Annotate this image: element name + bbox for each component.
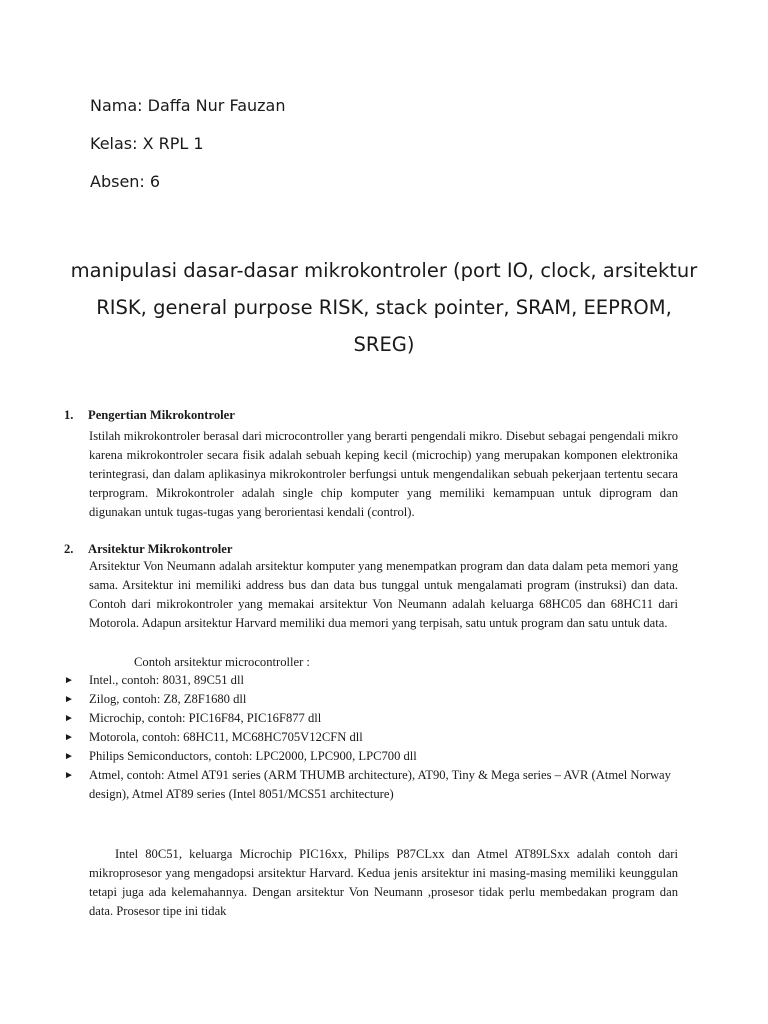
list-item	[64, 747, 690, 766]
section-1-number: 1.	[64, 408, 74, 422]
bullet-arrow-icon: ►	[64, 694, 74, 705]
closing-paragraph: Intel 80C51, keluarga Microchip PIC16xx, Philips P87CLxx dan Atmel AT89LSxx adalah contoh dari mikroprosesor yang mengadopsi arsitektur Harvard. Kedua jenis arsitektur ini masing-masing memiliki keunggulan tetapi juga ada kelemahannya. Dengan arsitektur Von Neumann ,prosesor tidak perlu membedakan program dan data. Prosesor tipe ini tidak	[89, 847, 678, 918]
list-item-text: Atmel, contoh: Atmel AT91 series (ARM THUMB architecture), AT90, Tiny & Mega series – AVR (Atmel Norway design), Atmel AT89 series (Intel 8051/MCS51 architecture)	[89, 768, 671, 801]
section-2-heading	[64, 542, 232, 557]
list-item-text: Motorola, contoh: 68HC11, MC68HC705V12CFN dll	[89, 730, 363, 744]
bullet-arrow-icon: ►	[64, 751, 74, 762]
list-item-text: Intel., contoh: 8031, 89C51 dll	[89, 673, 244, 687]
section-1-body: Istilah mikrokontroler berasal dari microcontroller yang berarti pengendali mikro. Disebut sebagai pengendali mikro karena mikrokontroler secara fisik adalah sebuah keping kecil (microchip) yang merupakan komponen elektronika terintegrasi, dan dalam aplikasinya mikrokontroler berfungsi untuk mengendalikan sebuah pekerjaan tertentu secara terprogram. Mikrokontroler adalah single chip komputer yang memiliki kemampuan untuk diprogram dan digunakan untuk tugas-tugas yang berorientasi kendali (control).	[89, 429, 678, 519]
list-item-text: Philips Semiconductors, contoh: LPC2000, LPC900, LPC700 dll	[89, 749, 417, 763]
list-item	[64, 709, 690, 728]
section-2-body: Arsitektur Von Neumann adalah arsitektur komputer yang menempatkan program dan data dalam peta memori yang sama. Arsitektur ini memiliki address bus dan data bus tunggal untuk mengalamati program (instruksi) dan data. Contoh dari mikrokontroler yang memakai arsitektur Von Neumann adalah keluarga 68HC05 dan 68HC11 dari Motorola. Adapun arsitektur Harvard memiliki dua memori yang terpisah, satu untuk program dan satu untuk data.	[89, 559, 678, 630]
list-item	[64, 766, 690, 804]
list-item-text: Zilog, contoh: Z8, Z8F1680 dll	[89, 692, 247, 706]
bullet-arrow-icon: ►	[64, 732, 74, 743]
list-item	[64, 671, 690, 690]
section-2-title: Arsitektur Mikrokontroler	[88, 542, 233, 556]
student-absen: Absen: 6	[90, 172, 161, 191]
section-1-heading	[64, 408, 235, 423]
list-item-text: Microchip, contoh: PIC16F84, PIC16F877 dll	[89, 711, 322, 725]
examples-label: Contoh arsitektur microcontroller :	[134, 655, 310, 669]
document-title: manipulasi dasar-dasar mikrokontroler (port IO, clock, arsitektur RISK, general purpose RISK, stack pointer, SRAM, EEPROM, SREG)	[70, 259, 698, 356]
list-item	[64, 728, 690, 747]
section-1-title: Pengertian Mikrokontroler	[88, 408, 235, 422]
bullet-arrow-icon: ►	[64, 713, 74, 724]
section-2-number: 2.	[64, 542, 74, 556]
bullet-arrow-icon: ►	[64, 675, 74, 686]
student-class: Kelas: X RPL 1	[90, 134, 204, 153]
bullet-arrow-icon: ►	[64, 770, 74, 781]
list-item	[64, 690, 690, 709]
examples-list	[64, 671, 690, 804]
student-name: Nama: Daffa Nur Fauzan	[90, 96, 286, 115]
